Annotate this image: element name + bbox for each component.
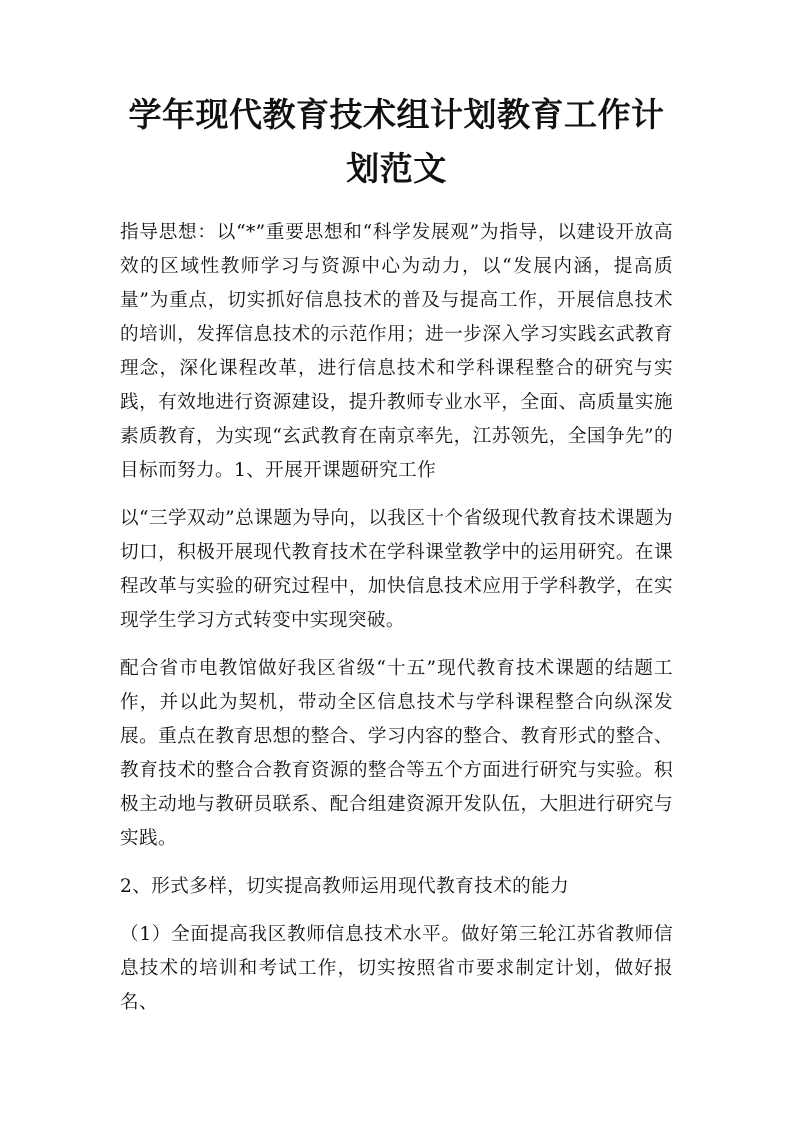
document-title: 学年现代教育技术组计划教育工作计划范文 (128, 95, 665, 188)
paragraph-guiding-idea: 指导思想：以“*”重要思想和“科学发展观”为指导，以建设开放高效的区域性教师学习与资源中心为动力，以“发展内涵，提高质量”为重点，切实抓好信息技术的普及与提高工作，开展信息技术的培训，发挥信息技术的示范作用；进一步深入学习实践玄武教育理念，深化课程改革，进行信息技术和学科课程整合的研究与实践，有效地进行资源建设，提升教师专业水平，全面、高质量实施素质教育，为实现“玄武教育在南京率先，江苏领先，全国争先”的目标而努力。1、开展开课题研究工作 (120, 222, 673, 481)
paragraph-teacher-training: （1）全面提高我区教师信息技术水平。做好第三轮江苏省教师信息技术的培训和考试工作，切实按照省市要求制定计划，做好报名、 (120, 924, 673, 1013)
document-body (120, 216, 673, 1034)
paragraph-cooperation: 配合省市电教馆做好我区省级“十五”现代教育技术课题的结题工作，并以此为契机，带动全区信息技术与学科课程整合向纵深发展。重点在教育思想的整合、学习内容的整合、教育形式的整合、教育技术的整合合教育资源的整合等五个方面进行研究与实验。积极主动地与教研员联系、配合组建资源开发队伍，大胆进行研究与实践。 (120, 658, 673, 849)
paragraph-section-heading: 2、形式多样，切实提高教师运用现代教育技术的能力 (120, 876, 570, 897)
paragraph-research-topic: 以“三学双动”总课题为导向，以我区十个省级现代教育技术课题为切口，积极开展现代教育技术在学科课堂教学中的运用研究。在课程改革与实验的研究过程中，加快信息技术应用于学科教学，在实现学生学习方式转变中实现突破。 (120, 508, 673, 631)
